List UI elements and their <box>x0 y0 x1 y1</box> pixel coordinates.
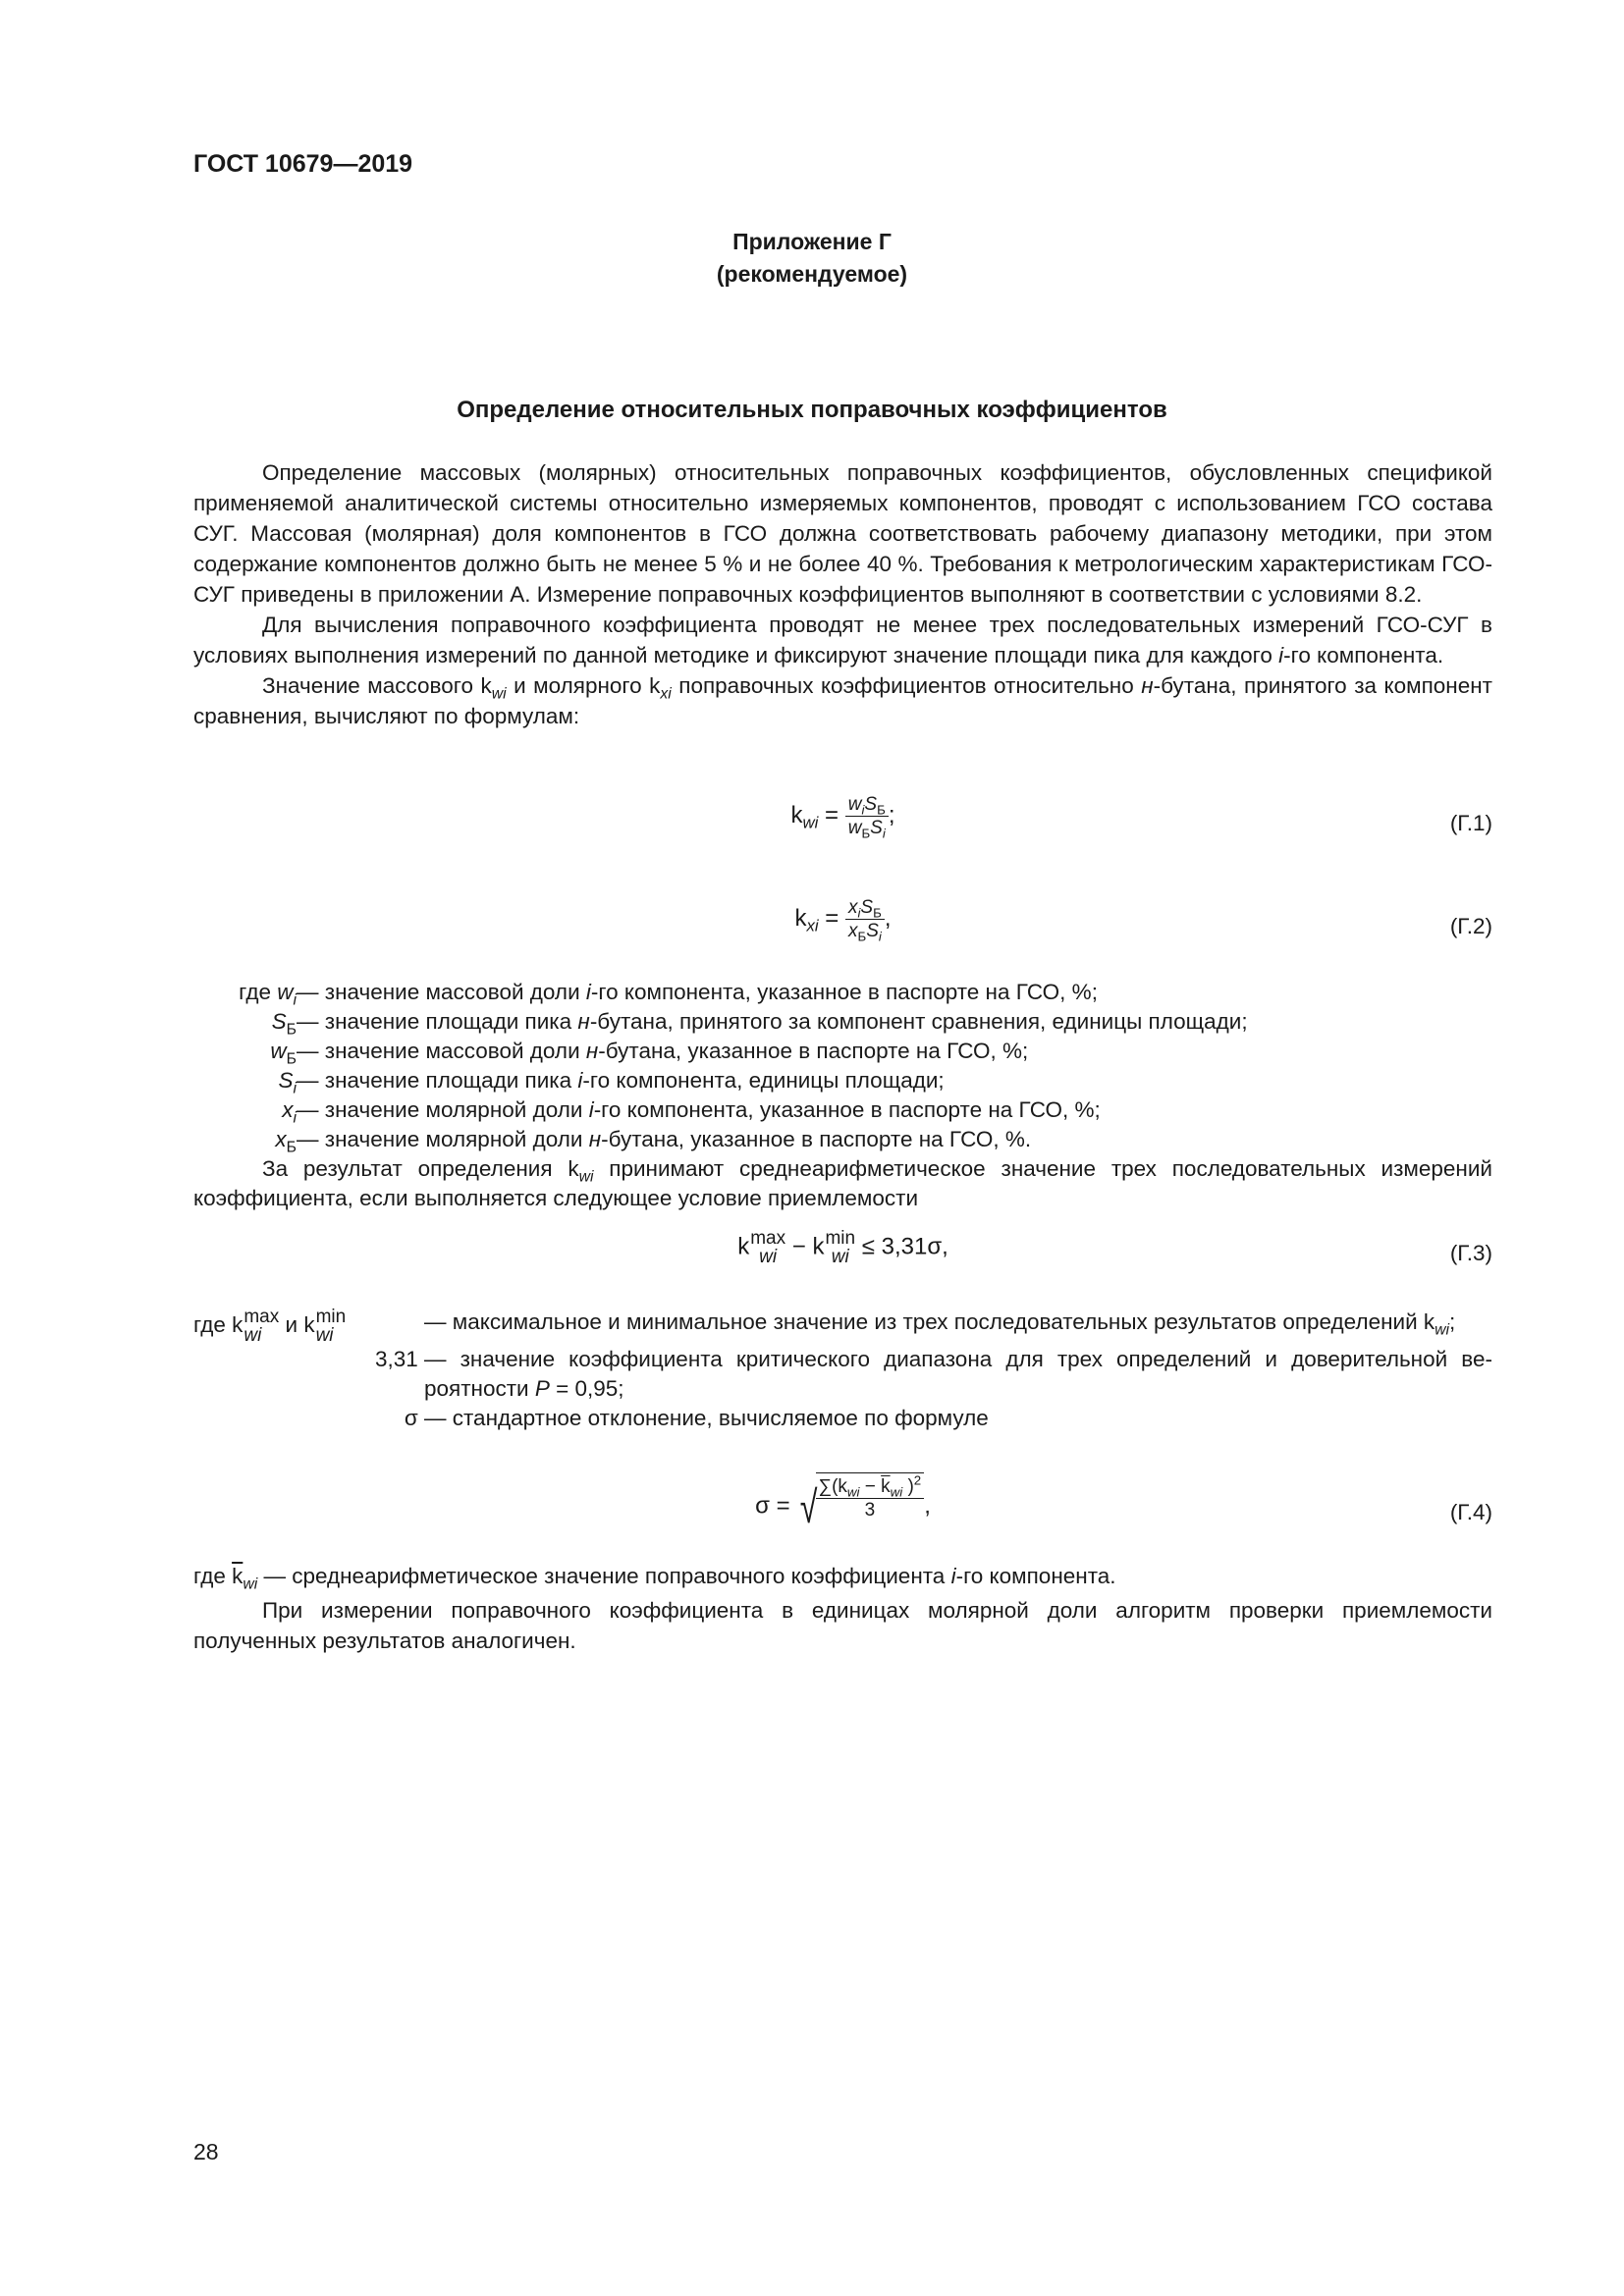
equation-number: (Г.4) <box>1449 1500 1492 1524</box>
symbol-legend-1 <box>193 978 1492 1213</box>
legend-row: $S_Б$ — значение площади пика н-бутана, принятого за компонент сравнения, единицы площади; <box>271 1009 1248 1039</box>
fraction: $\frac{w_iS_Б}{w_БS_i}$ <box>845 793 889 839</box>
fraction: $\frac{\sum(k_{wi} - \overline{k}_{wi} )^2}{3}$ <box>816 1475 925 1522</box>
appendix-heading <box>0 226 1624 291</box>
legend-row: $S_i$ — значение площади пика i-го компонента, единицы площади; <box>278 1068 945 1097</box>
fraction: $\frac{x_iS_Б}{x_БS_i}$ <box>845 896 885 942</box>
symbol-legend-2 <box>193 1308 1492 1433</box>
legend-row: $x_Б$ — значение молярной доли н-бутана, указанное в паспорте на ГСО, %. <box>275 1127 1032 1156</box>
equation-number: (Г.3) <box>1449 1241 1492 1265</box>
page-number: 28 <box>193 2139 219 2164</box>
paragraph-5: При измерении поправочного коэффициента в единицах молярной доли алгоритм проверки приемлемости полученных результатов аналогичен. <box>193 1598 1492 1653</box>
legend-row-kbar: где $\overline{k}_{wi}$ — среднеарифметическое значение поправочного коэффициента i-го компонента. <box>193 1564 1116 1593</box>
intro-paragraphs <box>193 457 1492 731</box>
appendix-status: (рекомендуемое) <box>716 261 908 287</box>
equation-g4: σ = √ $\frac{\sum(k_{wi} - \overline{k}_{wi} )^2}{3}$ , (Г.4) <box>193 1472 1492 1561</box>
legend-row: σ — стандартное отклонение, вычисляемое по формуле <box>404 1406 989 1430</box>
legend-row: где k max wi и k min wi — максимальное и минимальное значение из трех последовательных результатов определений $k_{wi}$; <box>193 1307 1456 1346</box>
legend-row: $w_Б$ — значение массовой доли н-бутана, указанное в паспорте на ГСО, %; <box>270 1039 1029 1068</box>
closing-text <box>193 1561 1492 1656</box>
section-title: Определение относительных поправочных коэффициентов <box>457 397 1167 423</box>
appendix-label: Приложение Г <box>732 229 892 254</box>
equation-number: (Г.1) <box>1449 811 1492 835</box>
paragraph-1: Определение массовых (молярных) относительных поправочных коэффициентов, обусловленных спецификой применяемой аналитической системы относительно измеряемых компонентов, проводят с использованием ГСО состава СУГ. Массовая (молярная) доля компонентов в ГСО должна соответствовать рабочему диапазону методики, при этом содержание компонентов должно быть не менее 5 % и не более 40 %. Требования к метрологическим характеристикам ГСО-СУГ приведены в приложении А. Измерение поправочных коэффициентов выполняют в соответствии с условиями 8.2. <box>193 460 1492 607</box>
legend-row: 3,31 — значение коэффициента критического диапазона для трех определений и доверительной вероятности P = 0,95; <box>374 1347 1492 1401</box>
document-code: ГОСТ 10679—2019 <box>193 150 413 178</box>
equation-g3: k max wi − k min wi ≤ 3,31σ, (Г.3) <box>737 1228 1492 1267</box>
equation-g1: $k_{wi}$ = $\frac{w_iS_Б}{w_БS_i}$ ; (Г.1) <box>790 794 1492 841</box>
paragraph-2: Для вычисления поправочного коэффициента проводят не менее трех последовательных измерений ГСО-СУГ в условиях выполнения измерений по данной методике и фиксируют значение площади пика для каждого i-го компонента. <box>193 613 1492 667</box>
equation-g2: $k_{xi}$ = $\frac{x_iS_Б}{x_БS_i}$ , (Г.2) <box>794 897 1492 944</box>
legend-row: $x_i$ — значение молярной доли i-го компонента, указанное в паспорте на ГСО, %; <box>282 1097 1101 1127</box>
square-root: √ $\frac{\sum(k_{wi} - \overline{k}_{wi} )^2}{3}$ <box>796 1472 924 1541</box>
equation-number: (Г.2) <box>1449 914 1492 938</box>
paragraph-3: Значение массового $k_{wi}$ и молярного $k_{xi}$ поправочных коэффициентов относительно н-бутана, принятого за компонент сравнения, вычисляют по формулам: <box>193 673 1492 728</box>
paragraph-4: За результат определения $k_{wi}$ принимают среднеарифметическое значение трех последовательных измерений коэффициента, если выполняется следующее условие приемлемости <box>193 1156 1492 1210</box>
legend-row: где $w_i$ — значение массовой доли i-го компонента, указанное в паспорте на ГСО, %; <box>239 980 1098 1009</box>
